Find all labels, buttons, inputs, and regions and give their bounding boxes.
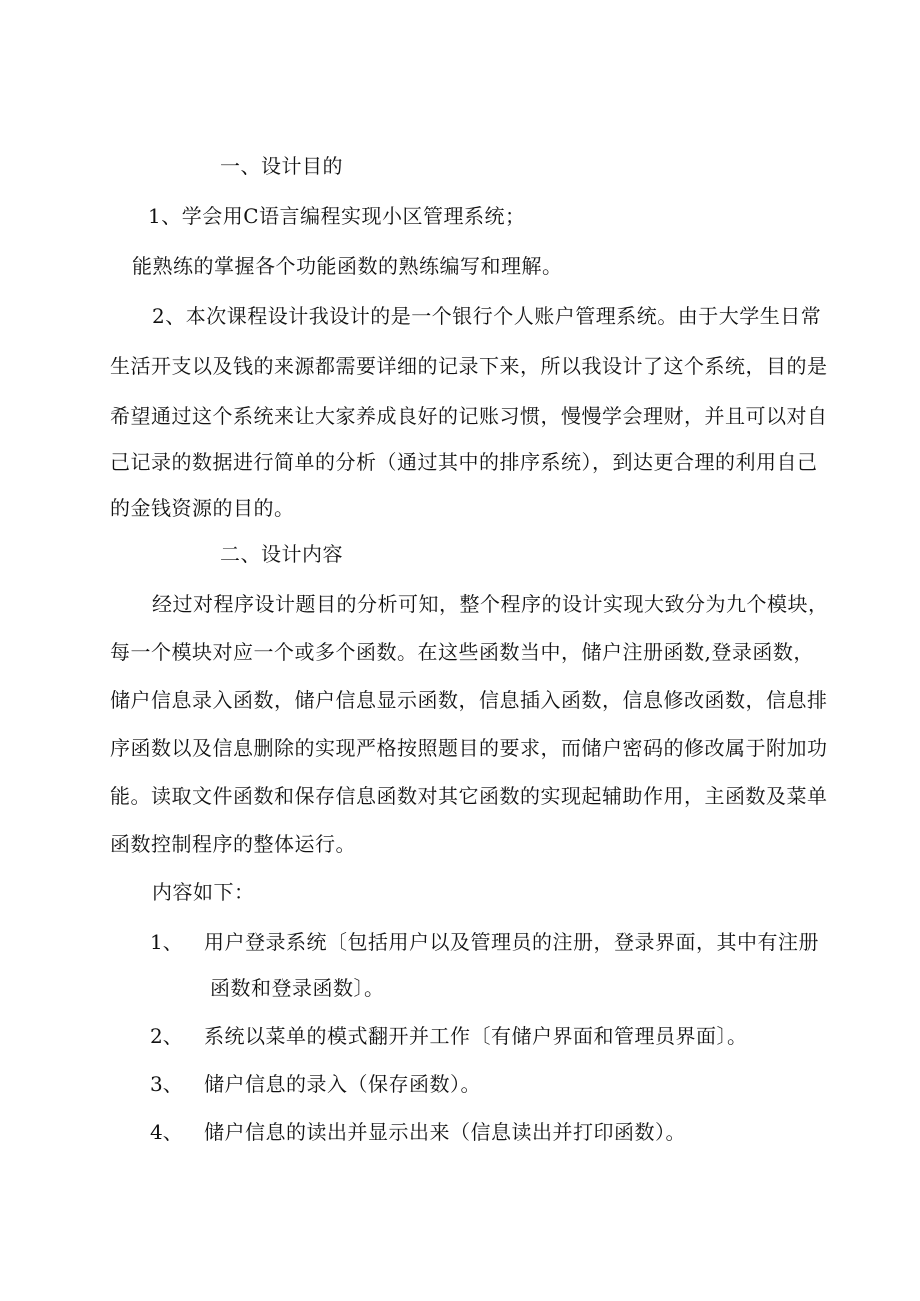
list-item-text: 系统以菜单的模式翻开并工作〔有储户界面和管理员界面〕。 [204,1024,748,1048]
section-heading-1: 一、设计目的 [220,154,343,178]
goal-item-2-line: 生活开支以及钱的来源都需要详细的记录下来，所以我设计了这个系统，目的是 [110,354,828,378]
list-item-text: 函数和登录函数〕。 [210,976,385,1000]
content-paragraph-line: 储户信息录入函数，储户信息显示函数，信息插入函数，信息修改函数，信息排 [110,688,828,712]
goal-item-2-line: 己记录的数据进行简单的分析（通过其中的排序系统），到达更合理的利用自己 [110,450,818,474]
content-paragraph-line: 函数控制程序的整体运行。 [110,832,356,856]
list-item-text: 储户信息的读出并显示出来（信息读出并打印函数）。 [204,1120,686,1144]
content-paragraph-line: 能。读取文件函数和保存信息函数对其它函数的实现起辅助作用，主函数及菜单 [110,784,828,808]
goal-item-2-line: 2、本次课程设计我设计的是一个银行个人账户管理系统。由于大学生日常 [152,304,822,328]
list-item-number: 4、 [150,1120,183,1144]
content-label: 内容如下： [152,880,255,904]
content-paragraph-line: 经过对程序设计题目的分析可知，整个程序的设计实现大致分为九个模块， [152,592,829,616]
section-heading-2: 二、设计内容 [220,542,343,566]
content-paragraph-line: 每一个模块对应一个或多个函数。在这些函数当中，储户注册函数,登录函数， [110,640,814,664]
list-item-text: 用户登录系统〔包括用户以及管理员的注册，登录界面，其中有注册 [204,930,819,954]
goal-item-1-continuation: 能熟练的掌握各个功能函数的熟练编写和理解。 [132,254,563,278]
list-item-number: 3、 [150,1072,183,1096]
goal-item-2-line: 希望通过这个系统来让大家养成良好的记账习惯，慢慢学会理财，并且可以对自 [110,404,828,428]
list-item-number: 1、 [150,930,183,954]
list-item-number: 2、 [150,1024,183,1048]
list-item-text: 储户信息的录入（保存函数）。 [204,1072,481,1096]
content-paragraph-line: 序函数以及信息删除的实现严格按照题目的要求，而储户密码的修改属于附加功 [110,736,828,760]
goal-item-1: 1、学会用C语言编程实现小区管理系统； [148,204,526,228]
goal-item-2-line: 的金钱资源的目的。 [110,496,295,520]
